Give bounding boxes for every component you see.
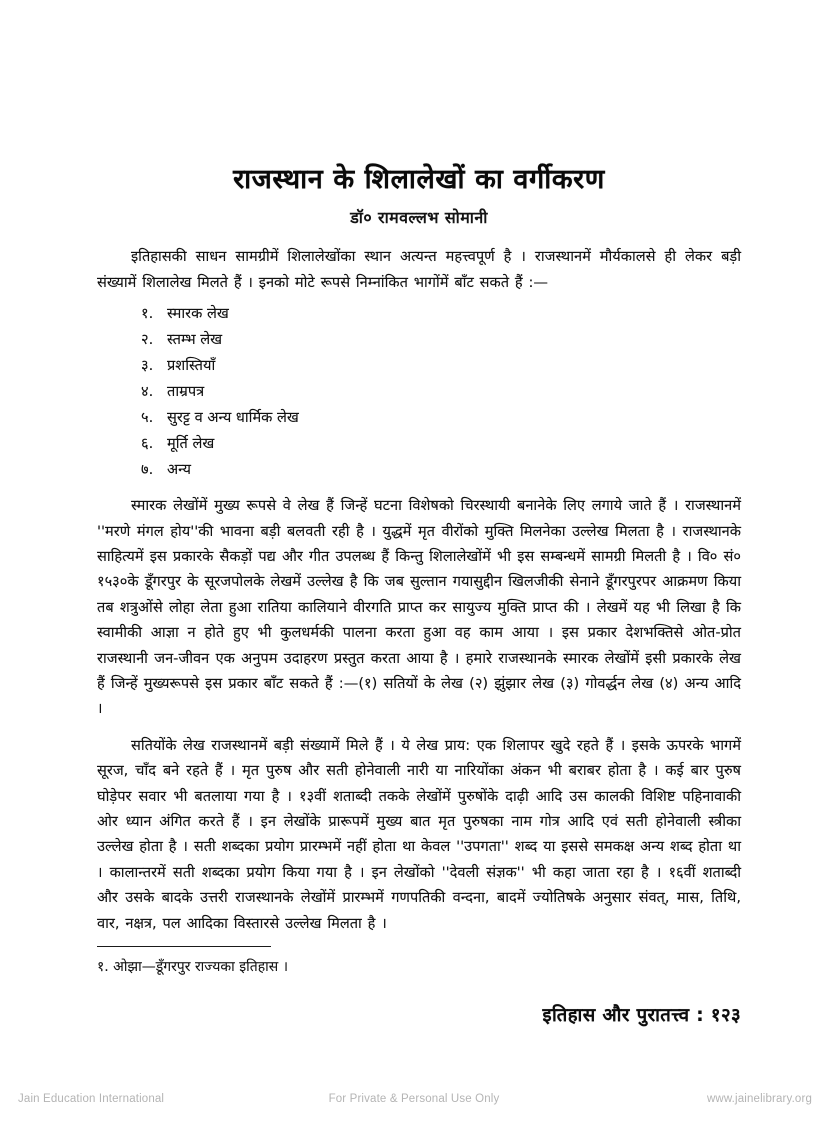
scan-footer-right[interactable]: www.jainelibrary.org <box>706 1093 812 1105</box>
author-byline: डॉ० रामवल्लभ सोमानी <box>350 208 488 228</box>
running-footer-page-number: इतिहास और पुरातत्त्व : १२३ <box>542 1005 741 1026</box>
list-item-number: ७. <box>141 461 154 479</box>
page-content-column <box>97 0 741 939</box>
list-item <box>141 457 741 483</box>
footnote-text: १. ओझा—डूँगरपुर राज्यका इतिहास । <box>97 959 289 975</box>
page-title: राजस्थान के शिलालेखों का वर्गीकरण <box>233 164 605 195</box>
list-item-label: मूर्ति लेख <box>167 435 215 453</box>
scan-footer-center: For Private & Personal Use Only <box>328 1093 500 1105</box>
list-item-number: ३. <box>141 357 154 375</box>
list-item-number: ५. <box>141 409 154 427</box>
list-item-label: स्तम्भ लेख <box>167 331 223 349</box>
list-item-label: प्रशस्तियाँ <box>167 357 216 375</box>
body-paragraph-2: स्मारक लेखोंमें मुख्य रूपसे वे लेख हैं जिन्हें घटना विशेषको चिरस्थायी बनानेके लिए लगाये जाते हैं । राजस्थानमें ''मरणे मंगल होय''की भावना बड़ी बलवती रही है । युद्धमें मृत वीरोंको मुक्ति मिलनेका उल्लेख मिलता है । राजस्थानके साहित्यमें इस प्रकारके सैकड़ों पद्य और गीत उपलब्ध हैं किन्तु शिलालेखोंमें भी इस सम्बन्धमें सामग्री मिलती है । वि० सं० १५३०के डूँगरपुर के सूरजपोलके लेखमें उल्लेख है कि जब सुल्तान गयासुद्दीन खिलजीकी सेनाने डूँगरपुरपर आक्रमण किया तब शत्रुओंसे लोहा लेता हुआ रातिया कालियाने वीरगति प्राप्त कर सायुज्य मुक्ति प्राप्त की । लेखमें यह भी लिखा है कि स्वामीकी आज्ञा न होते हुए भी कुलधर्मकी पालना करता हुआ वह काम आया । इस प्रकार देशभक्तिसे ओत-प्रोत राजस्थानी जन-जीवन एक अनुपम उदाहरण प्रस्तुत करता आया है । हमारे राजस्थानके स्मारक लेखोंमें इसी प्रकारके लेख हैं जिन्हें मुख्यरूपसे इस प्रकार बाँट सकते हैं :—(१) सतियों के लेख (२) झुंझार लेख (३) गोवर्द्धन लेख (४) अन्य आदि । <box>97 497 741 718</box>
classification-list <box>97 301 741 483</box>
title-block <box>97 164 741 228</box>
footnote-area <box>97 946 741 978</box>
scan-watermark-footer <box>0 1076 828 1122</box>
footnote-separator-rule <box>97 946 271 947</box>
scan-footer-left: Jain Education International <box>18 1093 165 1105</box>
body-paragraph-3: सतियोंके लेख राजस्थानमें बड़ी संख्यामें मिले हैं । ये लेख प्राय: एक शिलापर खुदे रहते हैं । इसके ऊपरके भागमें सूरज, चाँद बने रहते हैं । मृत पुरुष और सती होनेवाली नारी या नारियोंका अंकन भी बराबर होता है । कई बार पुरुष घोड़ेपर सवार भी बतलाया गया है । १३वीं शताब्दी तकके लेखोंमें पुरुषोंके दाढ़ी आदि उस कालकी विशिष्ट पहिनावाकी ओर ध्यान अंगित करते हैं । इन लेखोंके प्रारूपमें मुख्य बात मृत पुरुषका नाम गोत्र आदि एवं सती होनेवाली स्त्रीका उल्लेख होता है । सती शब्दका प्रयोग प्रारम्भमें नहीं होता था केवल ''उपगता'' शब्द या इससे समकक्ष अन्य शब्द होता था । कालान्तरमें सती शब्दका प्रयोग किया गया है । इन लेखोंको ''देवली संज्ञक'' भी कहा जाता रहा है । १६वीं शताब्दी और उसके बादके उत्तरी राजस्थानके लेखोंमें प्रारम्भमें गणपतिकी वन्दना, बादमें ज्योतिषके अनुसार संवत्, मास, तिथि, वार, नक्षत्र, पल आदिका विस्तारसे उल्लेख मिलता है । <box>97 736 741 932</box>
list-item-label: स्मारक लेख <box>167 305 229 323</box>
list-item <box>141 301 741 327</box>
list-item <box>141 353 741 379</box>
list-item-number: ४. <box>141 383 154 401</box>
list-item <box>141 379 741 405</box>
list-item <box>141 405 741 431</box>
list-item-label: ताम्रपत्र <box>167 383 205 401</box>
body-paragraph-1: इतिहासकी साधन सामग्रीमें शिलालेखोंका स्थान अत्यन्त महत्त्वपूर्ण है । राजस्थानमें मौर्यकालसे ही लेकर बड़ी संख्यामें शिलालेख मिलते हैं । इनको मोटे रूपसे निम्नांकित भागोंमें बाँट सकते हैं :— <box>97 248 741 291</box>
list-item <box>141 327 741 353</box>
list-item-label: अन्य <box>167 461 191 479</box>
list-item-label: सुरट्ट व अन्य धार्मिक लेख <box>167 409 299 427</box>
list-item <box>141 431 741 457</box>
list-item-number: २. <box>141 331 154 349</box>
paragraph-gap <box>97 725 741 733</box>
list-item-number: १. <box>141 305 154 323</box>
list-item-number: ६. <box>141 435 154 453</box>
